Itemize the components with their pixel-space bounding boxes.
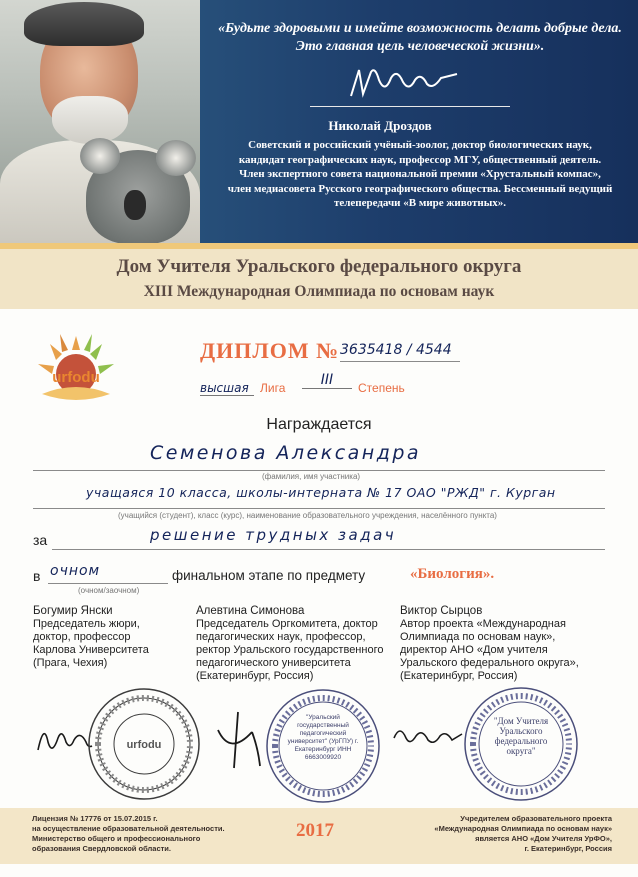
header-banner — [0, 0, 638, 243]
organization-title: Дом Учителя Уральского федерального округа — [116, 256, 522, 277]
footer-license: Лицензия № 17776 от 15.07.2015 г. на осуществление образовательной деятельности. Министерство общего и профессионального образования Свердловской области. — [32, 814, 225, 853]
olympiad-title: XIII Международная Олимпиада по основам наук — [143, 283, 495, 300]
hand-icon — [42, 387, 110, 400]
signatory-project-author: Виктор Сырцов Автор проекта «Международная Олимпиада по основам наук», директор АНО «Дом учителя Уральского федерального округа», (Екатеринбург, Россия) — [400, 605, 579, 682]
seal-university-text: "Уральский государственный педагогический университет" (УрГПУ) г. Екатеринбург ИНН 6663009920 — [287, 714, 359, 761]
seal-university — [264, 688, 382, 804]
diploma-number: 3635418 / 4544 — [340, 342, 452, 358]
in-label: в — [33, 568, 41, 584]
seal-teachers-house-text: "Дом Учителя Уральского федерального округа" — [493, 716, 549, 756]
for-label: за — [33, 532, 48, 548]
drozdov-signature — [345, 60, 465, 104]
seal-teachers-house — [462, 686, 580, 802]
portrait-photo — [0, 0, 200, 243]
diploma-title: ДИПЛОМ № — [200, 338, 340, 363]
participant-name: Семенова Александра — [150, 442, 422, 464]
author-bio: Советский и российский учёный-зоолог, доктор биологических наук, кандидат географических наук, профессор МГУ, общественный деятель. Член экспертного совета национальной премии «Хрустальный компас», член медиасовета Русского географического общества. Бессменный ведущий телепередачи «В мире животных». — [227, 139, 613, 209]
footer-year: 2017 — [296, 820, 334, 841]
degree-label: Степень — [358, 381, 405, 395]
urfodu-logo — [30, 330, 122, 412]
info-caption: (учащийся (студент), класс (курс), наименование образовательного учреждения, населённого пункта) — [118, 511, 497, 520]
signature-yansky — [34, 712, 94, 762]
stage-value: очном — [50, 563, 101, 579]
seal-olympiad — [86, 686, 202, 802]
footer-founder: Учредителем образовательного проекта «Международная Олимпиада по основам наук» является АНО «Дом Учителя УрФО», г. Екатеринбург, Россия — [434, 814, 612, 853]
league-label: Лига — [260, 381, 286, 395]
subject: «Биология». — [410, 566, 495, 582]
stage-text: финальном этапе по предмету — [172, 568, 366, 583]
participant-caption: (фамилия, имя участника) — [262, 472, 361, 481]
degree-value: III — [302, 372, 352, 389]
signatory-jury-chair: Богумир Янски Председатель жюри, доктор, профессор Карлова Университета (Прага, Чехия) — [33, 605, 149, 669]
signature-syrtsov — [390, 716, 464, 756]
awarded-text: Награждается — [266, 416, 372, 433]
signature-line — [310, 106, 510, 107]
author-name: Николай Дроздов — [328, 118, 432, 133]
stage-caption: (очном/заочном) — [78, 586, 140, 595]
logo-text: urfodu — [52, 369, 100, 386]
signatory-orgcommittee-chair: Алевтина Симонова Председатель Оргкомитета, доктор педагогических наук, профессор, ректор Уральского государственного педагогического университета (Екатеринбург, Россия) — [196, 605, 384, 682]
participant-info: учащаяся 10 класса, школы-интерната № 17 ОАО "РЖД" г. Курган — [86, 485, 556, 500]
seal-olympiad-text: urfodu — [126, 739, 162, 751]
signature-simonova — [208, 708, 264, 772]
league-value: высшая — [200, 381, 254, 396]
nomination: решение трудных задач — [150, 526, 397, 544]
header-quote: «Будьте здоровыми и имейте возможность делать добрые дела. Это главная цель человеческой жизни». — [218, 21, 622, 54]
